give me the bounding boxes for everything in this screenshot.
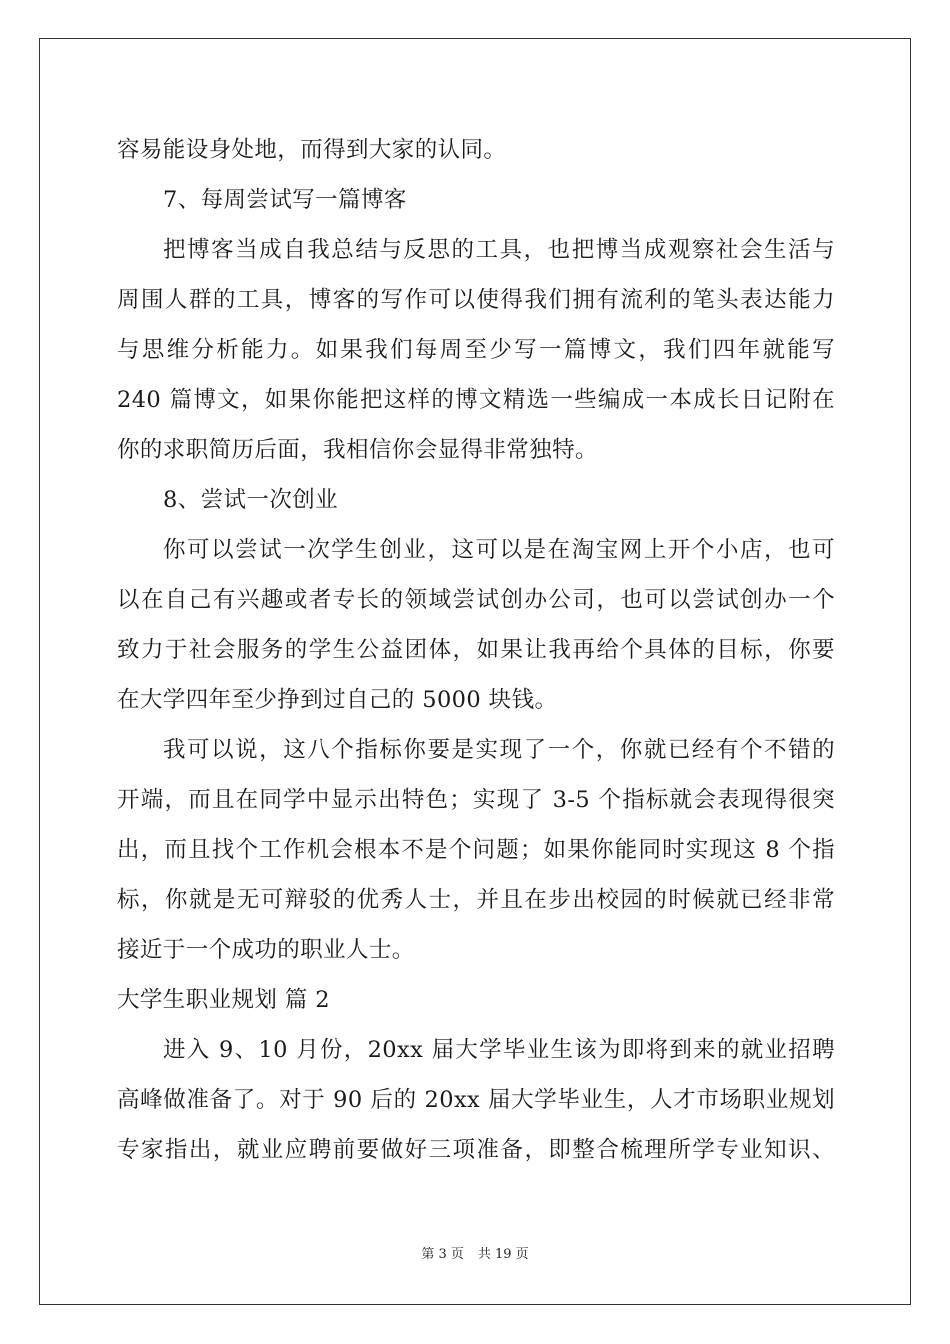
text-line: 高峰做准备了。对于 90 后的 20xx 届大学毕业生，人才市场职业规划 [117, 1087, 835, 1113]
page-total: 共 19 页 [477, 1247, 529, 1262]
section-heading: 7、每周尝试写一篇博客 [163, 187, 407, 213]
text-line: 你可以尝试一次学生创业，这可以是在淘宝网上开个小店，也可 [163, 537, 835, 563]
text-line: 接近于一个成功的职业人士。 [117, 937, 415, 963]
text-line: 240 篇博文，如果你能把这样的博文精选一些编成一本成长日记附在 [117, 387, 835, 413]
text-line: 容易能设身处地，而得到大家的认同。 [117, 137, 507, 163]
page-number: 第 3 页 [421, 1247, 464, 1262]
text-line: 在大学四年至少挣到过自己的 5000 块钱。 [117, 687, 558, 713]
article-title: 大学生职业规划 篇 2 [117, 987, 331, 1013]
text-line: 标，你就是无可辩驳的优秀人士，并且在步出校园的时候就已经非常 [117, 887, 835, 913]
text-line: 你的求职简历后面，我相信你会显得非常独特。 [117, 437, 598, 463]
text-line: 出，而且找个工作机会根本不是个问题；如果你能同时实现这 8 个指 [117, 837, 835, 863]
text-line: 进入 9、10 月份，20xx 届大学毕业生该为即将到来的就业招聘 [163, 1037, 835, 1063]
text-line: 专家指出，就业应聘前要做好三项准备，即整合梳理所学专业知识、 [117, 1137, 835, 1163]
section-heading: 8、尝试一次创业 [163, 487, 339, 513]
text-line: 周围人群的工具，博客的写作可以使得我们拥有流利的笔头表达能力 [117, 287, 835, 313]
text-line: 开端，而且在同学中显示出特色；实现了 3-5 个指标就会表现得很突 [117, 787, 835, 813]
text-line: 与思维分析能力。如果我们每周至少写一篇博文，我们四年就能写 [117, 337, 835, 363]
text-line: 以在自己有兴趣或者专长的领域尝试创办公司，也可以尝试创办一个 [117, 587, 835, 613]
text-line: 致力于社会服务的学生公益团体，如果让我再给个具体的目标，你要 [117, 637, 835, 663]
text-line: 把博客当成自我总结与反思的工具，也把博当成观察社会生活与 [163, 237, 835, 263]
text-line: 我可以说，这八个指标你要是实现了一个，你就已经有个不错的 [163, 737, 835, 763]
document-body [117, 125, 835, 1175]
page-footer [0, 1245, 950, 1265]
